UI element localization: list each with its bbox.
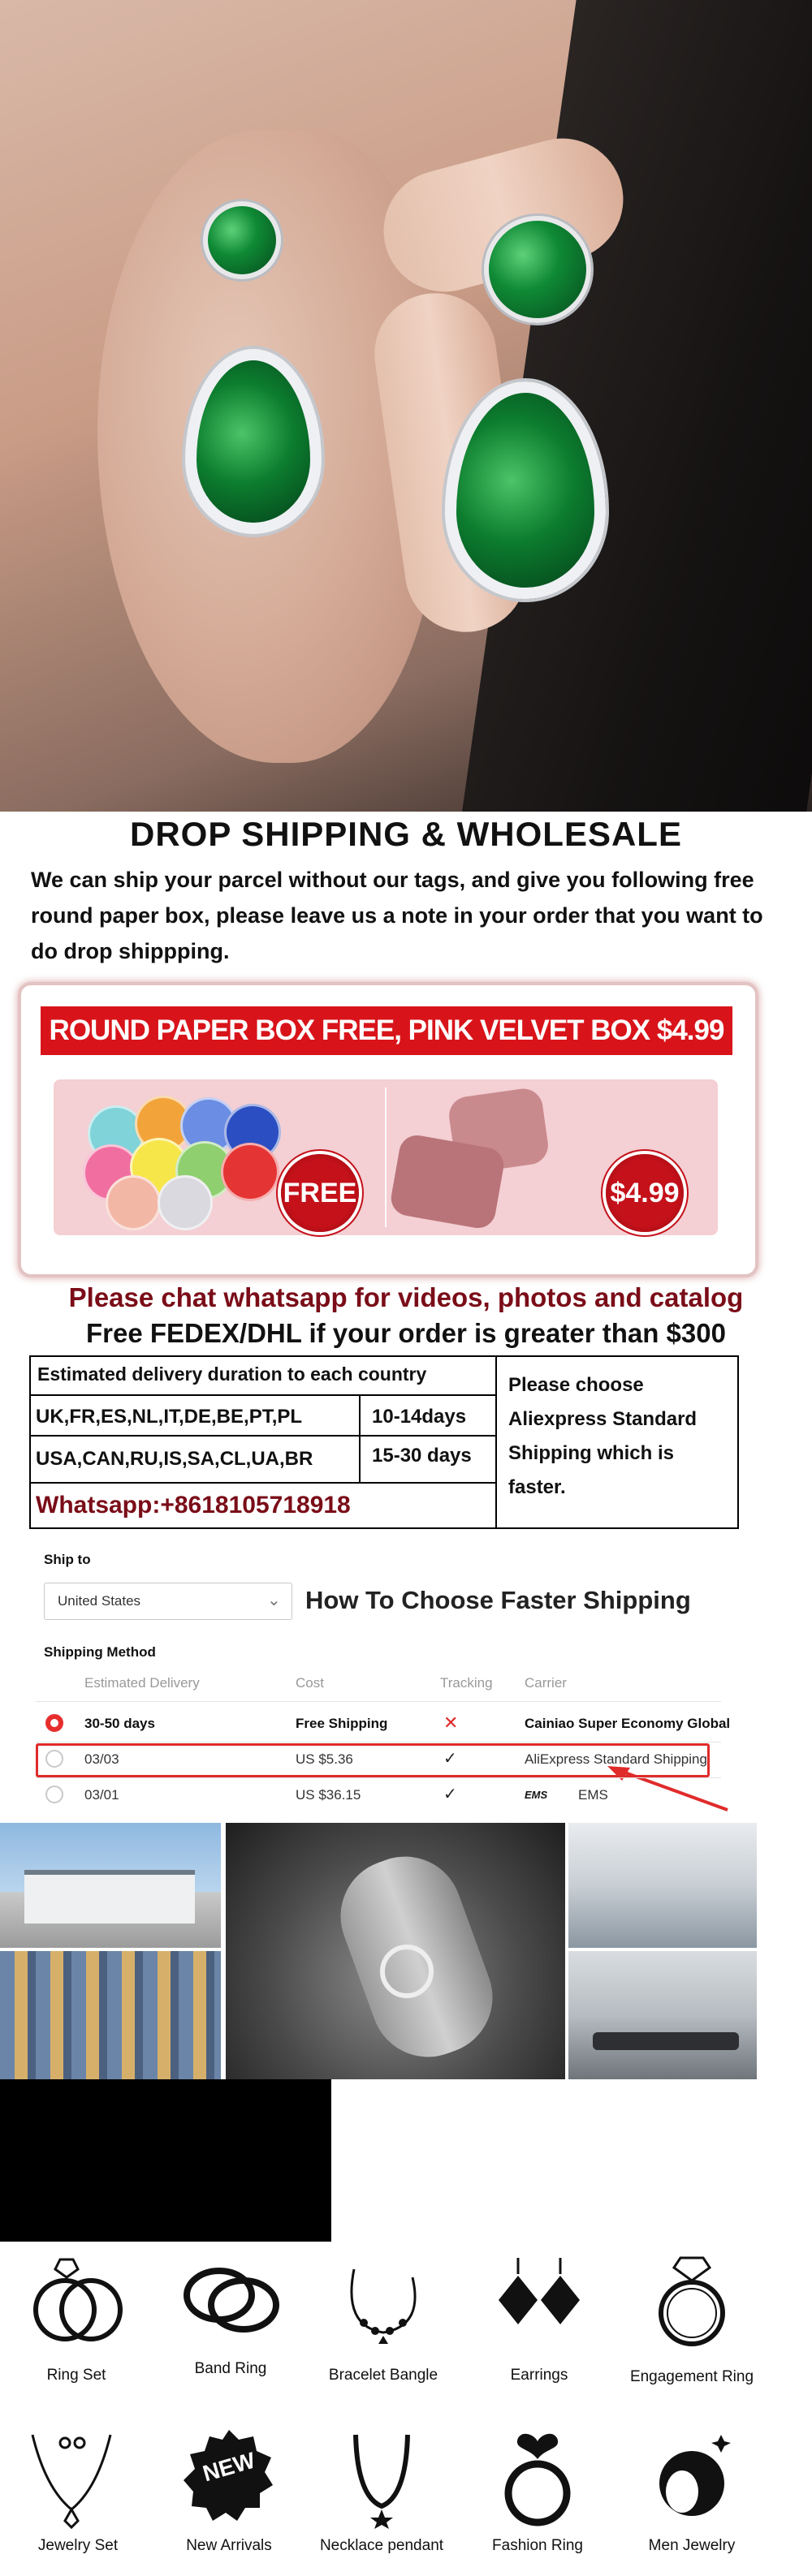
column-estimated-delivery: Estimated Delivery xyxy=(84,1675,200,1691)
whatsapp-catalog-line: Please chat whatsapp for videos, photos and catalog xyxy=(68,1282,744,1312)
column-tracking: Tracking xyxy=(440,1675,493,1691)
shipping-note xyxy=(508,1368,697,1505)
category-label: Band Ring xyxy=(194,2360,267,2377)
row-divider xyxy=(36,1777,721,1778)
band-ring-icon xyxy=(182,2253,279,2350)
category-label: Fashion Ring xyxy=(492,2537,583,2554)
arrow-icon xyxy=(598,1760,736,1816)
category-label: Necklace pendant xyxy=(319,2537,444,2554)
new-badge-text: NEW xyxy=(200,2447,258,2487)
table-divider xyxy=(31,1394,495,1396)
velvet-box-base xyxy=(388,1132,506,1230)
table-divider xyxy=(31,1435,495,1437)
category-label: Earrings xyxy=(510,2367,568,2384)
option-carrier: Cainiao Super Economy Global xyxy=(525,1716,731,1731)
table-row-days: 15-30 days xyxy=(372,1445,472,1467)
country-select[interactable] xyxy=(44,1583,292,1620)
necklace-icon xyxy=(333,2432,430,2529)
price-badge: $4.99 xyxy=(606,1154,684,1232)
office-photo xyxy=(568,1823,757,1948)
no-tracking-icon: ✕ xyxy=(443,1712,459,1733)
option-delivery: 03/01 xyxy=(84,1787,119,1803)
men-ring-icon xyxy=(643,2432,741,2529)
row-divider xyxy=(36,1701,721,1702)
meeting-room-photo xyxy=(568,1951,757,2079)
paper-box-peach xyxy=(106,1175,161,1230)
table-shape xyxy=(593,2032,739,2050)
table-row-countries: UK,FR,ES,NL,IT,DE,BE,PT,PL xyxy=(36,1406,303,1428)
hero-product-photo xyxy=(0,0,812,812)
whatsapp-number: Whatsapp:+8618105718918 xyxy=(36,1492,351,1518)
ems-logo: EMS xyxy=(525,1789,548,1801)
free-fedex-line: Free FEDEX/DHL if your order is greater than $300 xyxy=(86,1318,726,1348)
table-divider xyxy=(495,1357,497,1527)
option-cost: Free Shipping xyxy=(296,1716,388,1731)
engagement-ring-icon xyxy=(643,2253,741,2350)
table-divider xyxy=(31,1482,495,1484)
column-cost: Cost xyxy=(296,1675,324,1691)
shipping-note-line: Please choose xyxy=(508,1374,644,1396)
box-offer-banner: ROUND PAPER BOX FREE, PINK VELVET BOX $4.99 xyxy=(41,1006,732,1055)
chevron-down-icon: ⌄ xyxy=(267,1592,281,1609)
warehouse-photo xyxy=(0,1951,221,2079)
paper-box-grey xyxy=(158,1175,213,1230)
shipping-option-radio[interactable] xyxy=(45,1750,63,1768)
fashion-ring-icon xyxy=(489,2432,586,2529)
earring-right-top-stone xyxy=(484,216,591,323)
option-carrier: EMS xyxy=(578,1787,608,1803)
earrings-icon xyxy=(490,2253,588,2350)
category-label: Bracelet Bangle xyxy=(328,2367,438,2384)
shipping-option-radio[interactable] xyxy=(45,1714,63,1732)
country-value: United States xyxy=(58,1593,141,1609)
black-banner-block xyxy=(0,2079,331,2242)
jeweler-hand-photo xyxy=(226,1823,565,2079)
tracking-check-icon: ✓ xyxy=(443,1786,457,1803)
option-cost: US $5.36 xyxy=(296,1751,353,1767)
category-label: Engagement Ring xyxy=(629,2368,754,2385)
factory-building-photo xyxy=(0,1823,221,1948)
table-header: Estimated delivery duration to each country xyxy=(37,1363,427,1385)
option-delivery: 03/03 xyxy=(84,1751,119,1767)
tracking-check-icon: ✓ xyxy=(443,1750,457,1768)
box-divider xyxy=(385,1088,387,1227)
delivery-table xyxy=(29,1355,739,1529)
category-label: Ring Set xyxy=(46,2367,106,2384)
free-badge: FREE xyxy=(281,1154,359,1232)
ring-set-icon xyxy=(28,2253,125,2350)
shipping-note-line: Shipping which is xyxy=(508,1442,674,1464)
shipping-option-radio[interactable] xyxy=(45,1786,63,1803)
shipping-method-label: Shipping Method xyxy=(44,1644,156,1660)
ship-to-label: Ship to xyxy=(44,1552,91,1567)
shipping-note-line: Aliexpress Standard xyxy=(508,1408,698,1430)
jewelry-set-icon xyxy=(29,2432,127,2529)
option-carrier: AliExpress Standard Shipping xyxy=(525,1751,707,1767)
option-cost: US $36.15 xyxy=(296,1787,361,1803)
drop-shipping-text: We can ship your parcel without our tags, and give you following free round paper box, please leave us a note in your order that you want to do drop shippping. xyxy=(31,868,763,963)
option-delivery: 30-50 days xyxy=(84,1716,155,1731)
ring-shape xyxy=(380,1945,434,1998)
category-label: New Arrivals xyxy=(186,2537,272,2554)
category-label: Jewelry Set xyxy=(37,2537,119,2554)
paper-box-red xyxy=(221,1143,279,1201)
table-row-countries: USA,CAN,RU,IS,SA,CL,UA,BR xyxy=(36,1448,313,1470)
building-shape xyxy=(24,1870,195,1923)
drop-shipping-title: DROP SHIPPING & WHOLESALE xyxy=(130,815,682,853)
shipping-note-line: faster. xyxy=(508,1476,566,1498)
earring-left-top-stone xyxy=(203,201,281,279)
table-row-days: 10-14days xyxy=(372,1406,467,1428)
how-to-choose-title: How To Choose Faster Shipping xyxy=(305,1586,691,1614)
table-divider xyxy=(359,1394,361,1482)
bracelet-icon xyxy=(335,2253,432,2350)
column-carrier: Carrier xyxy=(525,1675,567,1691)
category-label: Men Jewelry xyxy=(648,2537,736,2554)
